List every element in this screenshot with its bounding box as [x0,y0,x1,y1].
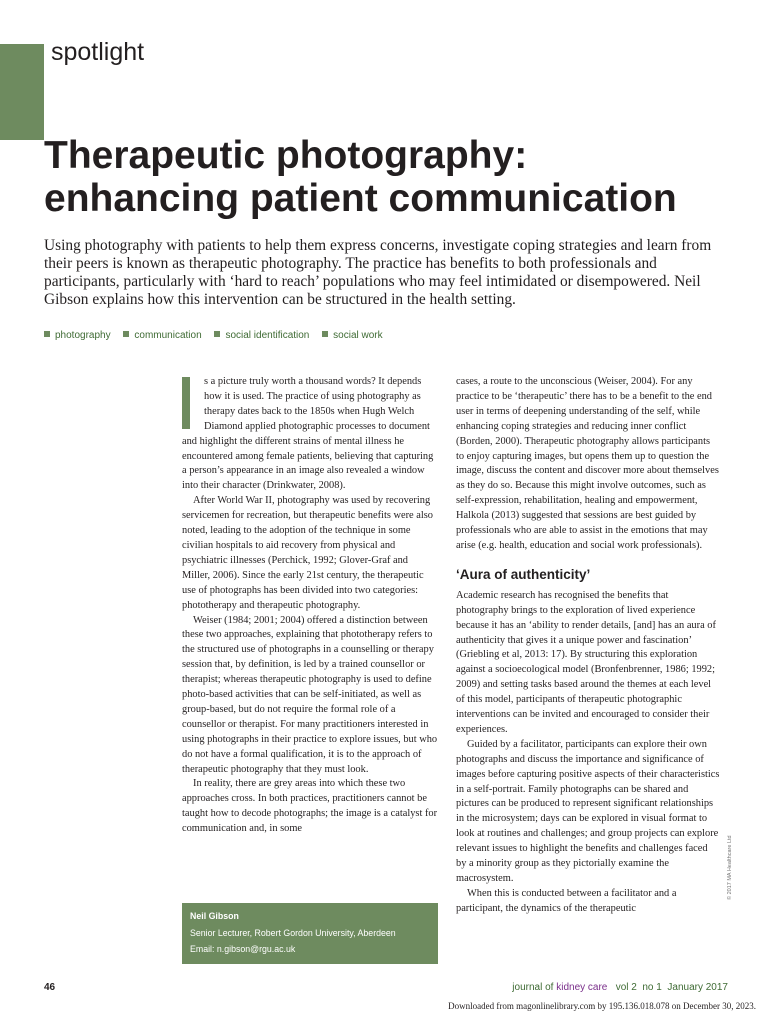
square-bullet-icon [123,331,129,337]
square-bullet-icon [44,331,50,337]
square-bullet-icon [322,331,328,337]
page-number: 46 [44,982,56,993]
keyword: social identification [214,330,309,341]
author-name: Neil Gibson [190,911,239,921]
standfirst: Using photography with patients to help them express concerns, investigate coping strategies and learn from their peers is known as therapeutic photography. The practice has benefits to both professionals and participants, particularly with ‘hard to reach’ populations who may feel intimidated or disempowered. Neil Gibson explains how this intervention can be structured in the health setting. [44,237,712,308]
body-column-2 [456,375,720,917]
author-role: Senior Lecturer, Robert Gordon University, Aberdeen [190,927,396,938]
section-label: spotlight [51,38,145,66]
paragraph: When this is conducted between a facilitator and a participant, the dynamics of the therapeutic [456,887,677,914]
journal-name-accent: kidney care [556,982,608,993]
body-column-1 [182,375,438,837]
title-line-1: Therapeutic photography: [44,134,528,177]
keyword: photography [44,330,111,341]
paragraph: s a picture truly worth a thousand words? It depends how it is used. The practice of using photography as therapy dates back to the 1850s when Hugh Welch Diamond applied photographic processes to document and highlight the different strains of mental illness he encountered among female patients, believing that capturing a person’s appearance in an image also revealed a window into their character (Drinkwater, 2008). [182,376,434,492]
keyword: social work [322,330,382,341]
paragraph: After World War II, photography was used by recovering servicemen for recreation, but therapeutic benefits were also noted, leading to the adoption of the technique in some civilian hospitals to aid recovery from physical and psychiatric illnesses (Perchick, 1992; Glover-Graf and Miller, 2006). Since the early 21st century, the therapeutic use of photographs has been divided into two categories: phototherapy and therapeutic photography. [182,495,433,611]
paragraph: Academic research has recognised the benefits that photography brings to the exploration of lived experience because it has an ‘ability to render details, [and] has an aura of authenticity that gives it a unique power and fascination’ (Griebling et al, 2013: 17). By structuring this exploration against a socioecological model (Bronfenbrenner, 1986; 1992; 2009) and setting tasks based around the themes at each level of this model, participants of therapeutic photographic interventions can be invited and encouraged to consider their experiences. [456,589,716,735]
title-line-2: enhancing patient communication [44,177,677,220]
article-title [44,134,744,220]
square-bullet-icon [214,331,220,337]
paragraph: In reality, there are grey areas into which these two approaches cross. In both practices, practitioners cannot be taught how to decode photographs; the image is a catalyst for communication and, in some [182,778,438,835]
author-box [182,903,438,964]
paragraph: Weiser (1984; 2001; 2004) offered a distinction between these two approaches, explaining that phototherapy refers to the structured use of photographs in a counselling or therapy session that, by definition, is led by a trained counsellor or therapist; whereas therapeutic photography is used to define photo-based activities that can be self-initiated, as well as group-based, but do not require the formal role of a counsellor or therapist. For many practitioners interested in using photographs in their practice to explore issues, but who do not have a formal qualification, it is to the approach of therapeutic photography that they must look. [182,614,438,775]
paragraph: cases, a route to the unconscious (Weiser, 2004). For any practice to be ‘therapeutic’ there has to be a benefit to the end user in terms of deepening understanding of the self, while enhancing coping strategies and reducing inner conflict (Borden, 2000). Therapeutic photography allows participants to enjoy capturing images, but opens them up to question the image, discuss the content and discover more about themselves as they do so. Because this might involve outcomes, such as self-expression, rehabilitation, healing and empowerment, Halkola (2013) suggested that sessions are best guided by professionals who are able to assist in the emotions that may arise (e.g. health, education and social work professionals). [456,376,719,551]
keyword-list [44,330,393,341]
subheading: ‘Aura of authenticity’ [456,566,591,582]
section-color-bar [0,44,44,140]
copyright-notice: © 2017 MA Healthcare Ltd [727,835,733,900]
journal-footer: journal of kidney care vol 2 no 1 January 2017 [512,982,728,993]
drop-cap-bar [182,377,190,429]
keyword: communication [123,330,201,341]
paragraph: Guided by a facilitator, participants can explore their own photographs and discuss the importance and significance of images before capturing positive aspects of their characteristics in a self-portrait. Family photographs can be shared and pictures can be produced to represent significant relationships in the microsystem; days can be explored in visual format to look at routines and challenges; and group projects can explore relevant issues to highlight the benefits and challenges faced by a minority group as they pictorially examine the macrosystem. [456,738,720,884]
download-notice: Downloaded from magonlinelibrary.com by 195.136.018.078 on December 30, 2023. [448,1001,756,1011]
author-email: Email: n.gibson@rgu.ac.uk [190,944,296,954]
